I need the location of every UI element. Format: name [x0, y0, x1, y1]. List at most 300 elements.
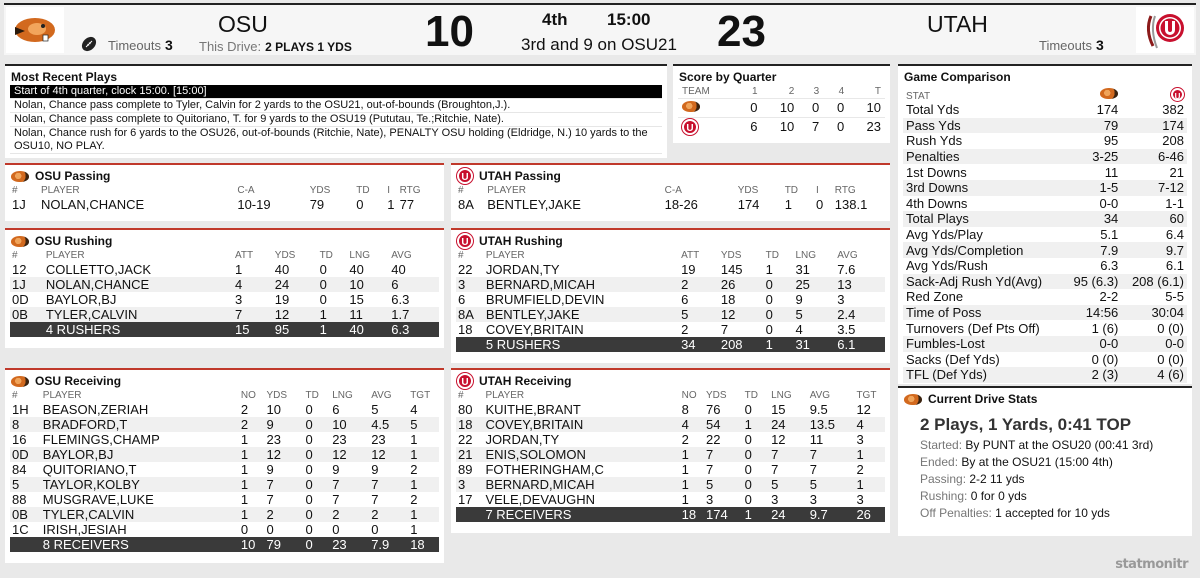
stat-cell: 0 — [266, 521, 274, 537]
player-row[interactable] — [10, 507, 439, 522]
stat-cell: 0 — [319, 261, 327, 277]
column-header[interactable]: TD — [319, 250, 333, 261]
osu-receiving-panel — [5, 368, 444, 563]
total-cell: 5 RUSHERS — [484, 337, 679, 352]
stat-cell: 9 — [332, 461, 340, 477]
osu-value: 2 (3) — [1064, 367, 1122, 383]
utah-rushing-panel — [451, 228, 890, 363]
stat-cell: 7 — [769, 447, 808, 462]
column-header[interactable]: PLAYER — [485, 390, 525, 401]
play-item[interactable]: Nolan, Chance pass complete to Quitoriano, T. for 9 yards to the OSU19 (Pututau, Te.;Ritchie, Nate). — [10, 113, 662, 127]
utah-timeouts: Timeouts 3 — [1039, 37, 1104, 53]
stat-cell: 2 — [265, 507, 304, 522]
column-header: T — [874, 85, 881, 97]
stat-cell: 4 — [410, 401, 418, 417]
player-row[interactable] — [456, 462, 885, 477]
stat-cell: 9 — [266, 461, 274, 477]
stat-cell: 89 — [458, 461, 473, 477]
column-header[interactable]: PLAYER — [40, 185, 80, 196]
column-header[interactable]: TD — [784, 185, 799, 196]
column-header[interactable]: AVG — [371, 390, 392, 401]
score-by-quarter-panel — [673, 64, 890, 143]
player-name: QUITORIANO,T — [42, 461, 137, 477]
column-header[interactable]: LNG — [771, 390, 792, 401]
stat-cell: 1 — [680, 447, 704, 462]
column-header[interactable]: TGT — [856, 390, 877, 401]
comparison-row — [903, 352, 1187, 368]
total-cell: 4 RUSHERS — [44, 322, 233, 337]
stat-cell: 2 — [239, 417, 265, 432]
column-header[interactable]: ATT — [234, 250, 254, 261]
stat-cell: 1 — [854, 447, 885, 462]
stat-cell: 7 — [720, 321, 729, 337]
stat-label: Avg Yds/Rush — [906, 258, 988, 274]
stat-cell: 3 — [456, 277, 484, 292]
player-name: BAYLOR,BJ — [45, 291, 117, 307]
osu-rushing-table — [10, 249, 439, 337]
stat-cell: 21 — [456, 447, 483, 462]
stat-cell: 40 — [349, 261, 364, 277]
column-header[interactable]: YDS — [309, 185, 331, 196]
stat-cell: 7 — [332, 491, 340, 507]
player-row[interactable] — [10, 197, 439, 212]
panel-title-row — [451, 165, 890, 184]
osu-value: 3-25 — [1064, 149, 1122, 165]
player-row[interactable] — [456, 262, 885, 277]
most-recent-plays-panel — [5, 64, 667, 158]
utah-value: 6.1 — [1165, 258, 1184, 274]
stat-cell: 138.1 — [834, 196, 868, 212]
scoreboard — [4, 3, 1196, 55]
osu-value: 14:56 — [1064, 305, 1122, 321]
panel-title: OSU Receiving — [35, 374, 122, 388]
comparison-row — [903, 305, 1187, 321]
player-row[interactable] — [456, 477, 885, 492]
stat-cell: 0 — [332, 521, 340, 537]
player-row[interactable] — [10, 292, 439, 307]
stat-cell: 0B — [10, 307, 44, 322]
column-header[interactable]: NO — [240, 390, 256, 401]
player-name: JORDAN,TY — [485, 261, 560, 277]
stat-label: Penalties — [903, 149, 1064, 165]
stat-cell: 3 — [809, 491, 817, 507]
stat-cell: 11 — [809, 431, 824, 447]
column-header[interactable]: YDS — [274, 250, 296, 261]
stat-cell: 2 — [679, 277, 719, 292]
stat-cell: 1 — [240, 491, 249, 507]
stat-cell: 19 — [681, 261, 696, 277]
utah-u-icon — [1143, 8, 1187, 52]
stat-cell: 1 — [408, 447, 439, 462]
stat-cell: 0 — [318, 277, 348, 292]
player-name: MUSGRAVE,LUKE — [42, 491, 154, 507]
panel-title-row — [451, 230, 890, 249]
total-row — [456, 507, 885, 522]
utah-value: 21 — [1169, 164, 1184, 180]
stat-cell: 0 — [319, 291, 327, 307]
comparison-row — [903, 274, 1187, 290]
column-header[interactable]: # — [458, 250, 464, 261]
total-cell: 1 — [743, 507, 769, 522]
column-header[interactable]: TD — [765, 250, 779, 261]
column-header[interactable]: NO — [681, 390, 697, 401]
column-header[interactable]: RTG — [834, 185, 856, 196]
osu-value: 95 — [1103, 133, 1119, 149]
stat-cell: 6 — [332, 401, 340, 417]
stat-cell: 1 — [410, 521, 418, 537]
panel-title-row — [898, 388, 1192, 407]
utah-value: 1-1 — [1165, 195, 1184, 211]
column-header[interactable]: ATT — [681, 250, 700, 261]
player-row[interactable] — [456, 307, 885, 322]
player-row[interactable] — [10, 262, 439, 277]
play-item[interactable]: Start of 4th quarter, clock 15:00. [15:00] — [10, 85, 662, 99]
drive-rushing: Rushing: 0 for 0 yds — [920, 489, 1027, 503]
stat-cell: 0 — [304, 447, 331, 462]
stat-label: Total Plays — [903, 211, 1064, 227]
cell: 10 — [762, 117, 799, 136]
player-name: VELE,DEVAUGHN — [485, 491, 596, 507]
stat-cell: 0 — [765, 291, 773, 307]
player-row[interactable] — [456, 492, 885, 507]
total-row — [456, 337, 885, 352]
drive-started: Started: By PUNT at the OSU20 (00:41 3rd) — [920, 438, 1154, 452]
utah-value: 6.4 — [1165, 227, 1184, 243]
total-row — [10, 322, 439, 337]
stat-cell: 2 — [330, 507, 369, 522]
stat-cell: 5 — [769, 477, 808, 492]
column-header[interactable]: TD — [305, 390, 319, 401]
stat-cell: 0 — [743, 477, 769, 492]
player-row[interactable] — [10, 522, 439, 537]
column-header[interactable]: PLAYER — [45, 250, 85, 261]
table-row — [678, 98, 885, 117]
osu-rushing-panel — [5, 228, 444, 348]
total-cell: 174 — [704, 507, 743, 522]
stat-cell: 18 — [458, 321, 473, 337]
utah-value: 0 (0) — [1157, 320, 1184, 336]
player-row[interactable] — [456, 322, 885, 337]
column-header[interactable]: LNG — [795, 250, 817, 261]
stat-cell: 10 — [330, 417, 369, 432]
quarter: 4th — [542, 10, 568, 29]
stat-cell: 3 — [234, 291, 243, 307]
stat-cell: 5 — [704, 477, 743, 492]
stat-cell: 12 — [856, 401, 871, 417]
stat-cell: 0 — [744, 491, 752, 507]
total-row — [10, 537, 439, 552]
game-clock: 15:00 — [607, 10, 651, 29]
stat-cell: 88 — [12, 491, 27, 507]
panel-title: OSU Passing — [35, 169, 111, 183]
stat-cell: 15 — [771, 401, 786, 417]
column-header: 3 — [813, 85, 820, 97]
column-header[interactable]: PLAYER — [485, 250, 525, 261]
player-row[interactable] — [10, 447, 439, 462]
panel-title: Score by Quarter — [679, 70, 777, 84]
player-name: BRUMFIELD,DEVIN — [485, 291, 605, 307]
osu-value: 0 (0) — [1091, 351, 1119, 367]
stat-cell: 77 — [399, 196, 415, 212]
comparison-row — [903, 211, 1187, 227]
stat-label: Avg Yds/Completion — [903, 242, 1064, 258]
total-cell: 208 — [719, 337, 764, 352]
total-cell: 1 — [764, 337, 794, 352]
stat-cell: 0 — [305, 521, 313, 537]
panel-title: Most Recent Plays — [11, 70, 118, 84]
player-row[interactable] — [456, 197, 885, 212]
comparison-row — [903, 258, 1187, 274]
stat-cell: 2 — [856, 461, 864, 477]
comparison-row — [903, 133, 1187, 149]
stat-cell: 1 — [408, 477, 439, 492]
player-row[interactable] — [10, 477, 439, 492]
stat-cell: 5 — [808, 477, 855, 492]
column-header[interactable]: TD — [744, 390, 758, 401]
total-cell — [456, 507, 483, 522]
player-name: ENIS,SOLOMON — [483, 447, 679, 462]
player-row[interactable] — [10, 307, 439, 322]
total-cell: 9.7 — [808, 507, 855, 522]
stat-cell: 1 — [387, 196, 395, 212]
player-row[interactable] — [10, 277, 439, 292]
player-row[interactable] — [456, 402, 885, 417]
total-cell: 40 — [347, 322, 389, 337]
stat-cell: 1 — [234, 261, 243, 277]
stat-label: Red Zone — [906, 289, 964, 305]
column-header[interactable]: I — [387, 185, 390, 196]
stat-cell: 24 — [273, 277, 318, 292]
stat-cell: 7 — [369, 477, 408, 492]
column-header[interactable]: AVG — [391, 250, 412, 261]
column-header[interactable]: YDS — [706, 390, 727, 401]
stat-cell: 0 — [305, 431, 313, 447]
drive-passing: Passing: 2-2 11 yds — [920, 472, 1025, 486]
stat-cell: 1 — [765, 261, 773, 277]
stat-label: Sacks (Def Yds) — [906, 351, 1000, 367]
stat-label: 1st Downs — [906, 164, 967, 180]
stat-cell: 40 — [391, 261, 406, 277]
game-comparison-panel — [898, 64, 1192, 384]
stat-cell: 1 — [410, 431, 418, 447]
play-item[interactable]: Nolan, Chance rush for 6 yards to the OSU26, out-of-bounds (Ritchie, Nate), PENALTY OSU holding (Eldridge, N.) 10 yards to the OSU10, NO PLAY. — [10, 127, 662, 154]
player-name: KUITHE,BRANT — [485, 401, 581, 417]
stat-cell: 12 — [771, 431, 786, 447]
stat-cell: 23 — [371, 431, 386, 447]
stat-cell: 13 — [835, 277, 885, 292]
play-item[interactable]: Nolan, Chance pass complete to Tyler, Calvin for 2 yards to the OSU21, out-of-bounds (Broughton,J.). — [10, 99, 662, 113]
stat-label: Total Yds — [906, 102, 960, 118]
stat-cell: 0 — [240, 521, 249, 537]
stat-cell: 8A — [456, 307, 484, 322]
stat-cell: 12 — [273, 307, 318, 322]
osu-team-icon — [678, 98, 737, 117]
stat-cell: 23 — [266, 431, 281, 447]
total-cell: 26 — [854, 507, 885, 522]
column-header[interactable]: YDS — [720, 250, 742, 261]
osu-team-icon — [11, 171, 29, 182]
column-header[interactable]: PLAYER — [487, 185, 526, 196]
column-header[interactable]: TD — [356, 185, 370, 196]
panel-title-row — [5, 370, 444, 389]
column-header[interactable]: AVG — [809, 390, 831, 401]
utah-value: 5-5 — [1165, 289, 1184, 305]
osu-logo — [6, 7, 64, 53]
stat-cell: 6 — [458, 291, 466, 307]
panel-title: UTAH Receiving — [479, 374, 572, 388]
stat-cell: 2 — [410, 491, 418, 507]
column-header[interactable]: YDS — [737, 185, 759, 196]
stat-cell: 0 — [304, 507, 331, 522]
player-name: FOTHERINGHAM,C — [485, 461, 604, 477]
utah-value: 174 — [1121, 118, 1187, 134]
stat-cell: 80 — [458, 401, 473, 417]
player-row[interactable] — [456, 277, 885, 292]
stat-cell: 1C — [12, 521, 29, 537]
player-name: BRADFORD,T — [41, 417, 239, 432]
column-header[interactable]: LNG — [349, 250, 370, 261]
stat-cell: 24 — [769, 417, 808, 432]
player-row[interactable] — [456, 292, 885, 307]
stat-cell: 3 — [856, 431, 864, 447]
player-row[interactable] — [456, 417, 885, 432]
stat-cell: 3 — [456, 477, 483, 492]
osu-value: 11 — [1104, 164, 1119, 180]
player-name: BEASON,ZERIAH — [42, 401, 149, 417]
panel-title: OSU Rushing — [35, 234, 113, 248]
total-cell — [10, 322, 44, 337]
stat-cell: 18 — [456, 417, 483, 432]
panel-title-row — [451, 370, 890, 389]
comparison-row — [903, 227, 1187, 243]
stat-cell: 25 — [793, 277, 835, 292]
utah-value: 9.7 — [1121, 242, 1187, 258]
player-row[interactable] — [10, 432, 439, 447]
column-header[interactable]: # — [458, 185, 464, 196]
stat-cell: 4 — [680, 417, 704, 432]
beaver-icon — [13, 15, 57, 45]
stat-cell: 4 — [854, 417, 885, 432]
stat-cell: 7 — [371, 491, 379, 507]
stat-cell: 9 — [371, 461, 379, 477]
stat-cell: 7 — [809, 461, 817, 477]
stat-cell: 1 — [240, 431, 249, 447]
total-cell: 24 — [769, 507, 808, 522]
osu-value: 1-5 — [1064, 180, 1122, 196]
osu-passing-table — [10, 184, 439, 212]
stat-cell: 1 — [240, 461, 249, 477]
osu-receiving-table — [10, 389, 439, 552]
player-row[interactable] — [10, 462, 439, 477]
column-header[interactable]: AVG — [837, 250, 858, 261]
column-header[interactable]: # — [12, 390, 18, 401]
player-name: NOLAN,CHANCE — [44, 277, 233, 292]
statmonitr-logo: statmonitr — [1115, 557, 1188, 572]
total-cell: 7 RECEIVERS — [483, 507, 679, 522]
player-row[interactable] — [10, 417, 439, 432]
total-cell: 79 — [265, 537, 304, 552]
utah-passing-panel — [451, 163, 890, 221]
total-cell — [456, 337, 484, 352]
player-row[interactable] — [10, 492, 439, 507]
stat-cell: 0 — [356, 196, 364, 212]
player-row[interactable] — [10, 402, 439, 417]
player-name: BERNARD,MICAH — [483, 477, 679, 492]
player-row[interactable] — [456, 432, 885, 447]
stat-cell: 3 — [837, 291, 845, 307]
osu-value: 2-2 — [1099, 289, 1119, 305]
stat-cell: 1H — [12, 401, 29, 417]
stat-cell: 5 — [10, 477, 41, 492]
stat-cell: 12 — [265, 447, 304, 462]
stat-cell: 7 — [265, 477, 304, 492]
utah-value: 382 — [1162, 102, 1184, 118]
utah-value: 0 (0) — [1157, 351, 1184, 367]
stat-cell: 1 — [408, 507, 439, 522]
total-cell: 18 — [408, 537, 439, 552]
column-header[interactable]: TGT — [410, 390, 431, 401]
osu-value: 79 — [1064, 118, 1122, 134]
column-header[interactable]: YDS — [266, 390, 288, 401]
column-header[interactable]: LNG — [332, 390, 353, 401]
player-name: NOLAN,CHANCE — [40, 196, 145, 212]
column-header[interactable]: I — [816, 185, 819, 196]
stat-label: 4th Downs — [906, 195, 968, 211]
stat-cell: 17 — [458, 491, 473, 507]
stat-cell: 1 — [318, 307, 348, 322]
column-header[interactable]: # — [12, 250, 18, 261]
column-header[interactable]: # — [12, 185, 18, 196]
stat-cell: 31 — [795, 261, 810, 277]
player-name: BAYLOR,BJ — [41, 447, 239, 462]
stat-cell: 2 — [681, 321, 689, 337]
column-header[interactable]: C-A — [664, 185, 682, 196]
stat-cell: 15 — [349, 291, 364, 307]
stat-cell: 0 — [304, 417, 331, 432]
total-cell: 23 — [330, 537, 369, 552]
player-row[interactable] — [456, 447, 885, 462]
column-header[interactable]: RTG — [399, 185, 421, 196]
column-header[interactable]: PLAYER — [42, 390, 82, 401]
drive-ended: Ended: By at the OSU21 (15:00 4th) — [920, 455, 1113, 469]
stat-cell: 0 — [764, 277, 794, 292]
football-possession-icon — [80, 35, 98, 58]
stat-cell: 0 — [305, 461, 313, 477]
stat-cell: 54 — [704, 417, 743, 432]
osu-team-name: OSU — [218, 11, 268, 37]
column-header[interactable]: # — [458, 390, 464, 401]
comparison-row — [903, 196, 1187, 212]
column-header[interactable]: C-A — [237, 185, 255, 196]
column-header: 1 — [751, 85, 758, 97]
stat-cell: 7 — [266, 491, 274, 507]
stat-cell: 174 — [737, 196, 760, 212]
stat-cell: 2 — [410, 461, 418, 477]
stat-cell: 0 — [305, 491, 313, 507]
stat-cell: 9 — [265, 417, 304, 432]
player-name: BENTLEY,JAKE — [487, 196, 581, 212]
stat-cell: 1J — [12, 196, 26, 212]
utah-value: 7-12 — [1121, 180, 1187, 196]
stat-cell: 7 — [704, 447, 743, 462]
stat-cell: 22 — [458, 431, 473, 447]
stat-cell: 0 — [816, 196, 824, 212]
osu-timeouts: Timeouts 3 — [108, 37, 173, 53]
utah-receiving-table — [456, 389, 885, 522]
comparison-row — [903, 320, 1187, 336]
total-cell: 6.1 — [835, 337, 885, 352]
comparison-row — [903, 336, 1187, 352]
